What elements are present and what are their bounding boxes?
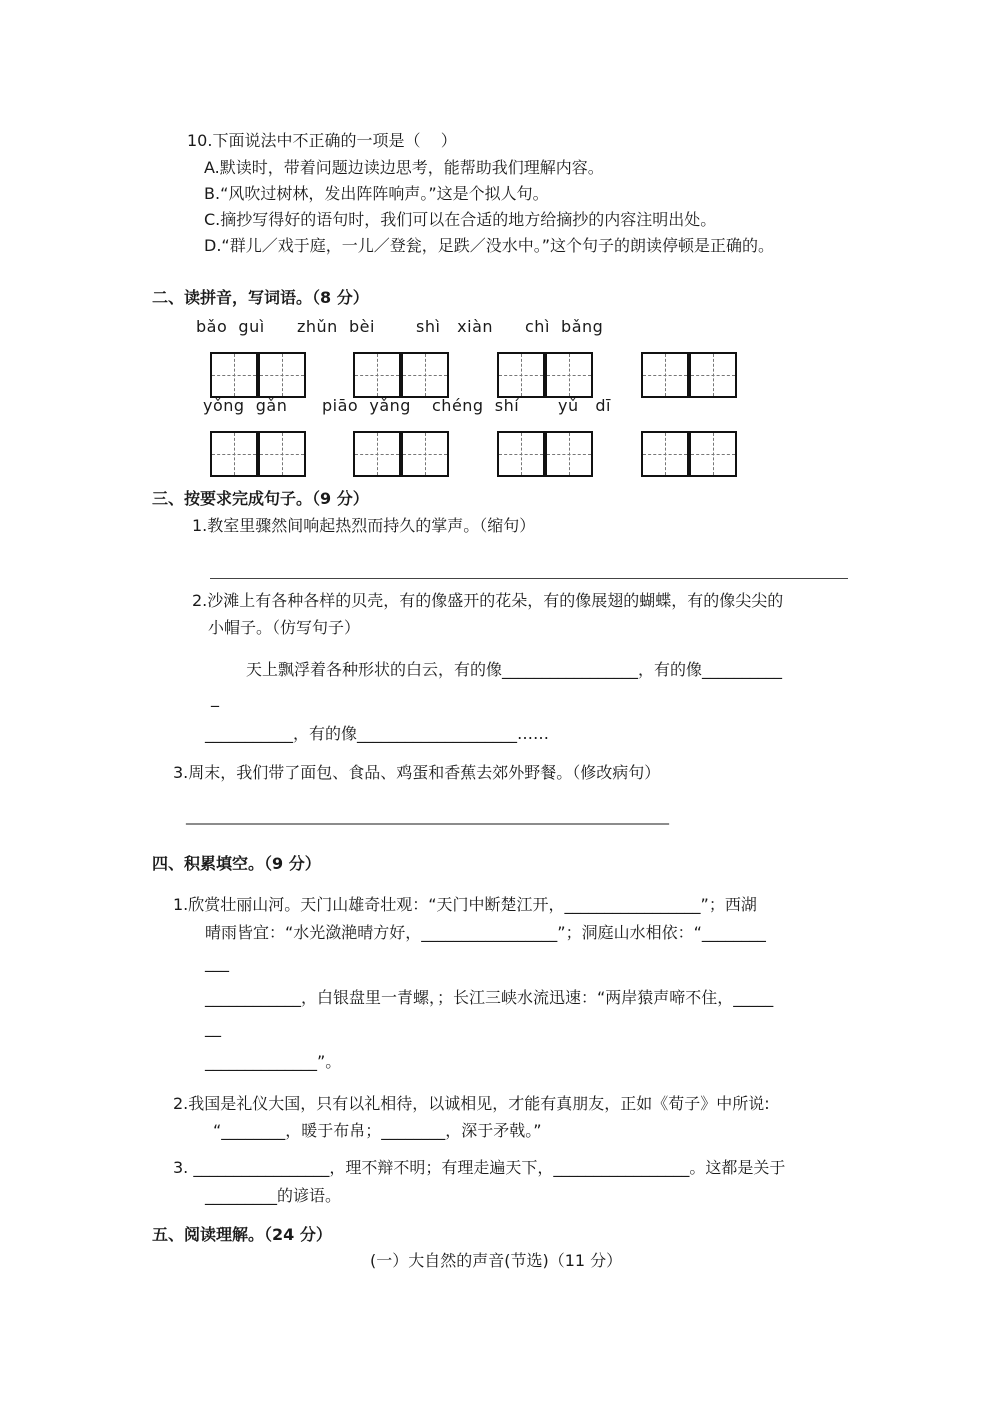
pinyin-6: piāo yǎng [322,396,411,415]
q10-option-c: C.摘抄写得好的语句时，我们可以在合适的地方给摘抄的内容注明出处。 [204,210,717,229]
s3-q1: 1.教室里骤然间响起热烈而持久的掌声。（缩句） [192,516,536,535]
writing-box[interactable] [497,431,545,477]
s4-q2-line1: 2.我国是礼仪大国，只有以礼相待，以诚相见，才能有真朋友，正如《荀子》中所说: [173,1094,770,1113]
pinyin-1: bǎo guì [196,317,265,336]
writing-box[interactable] [258,352,306,398]
reading-passage-title: (一）大自然的声音(节选)（11 分） [370,1251,623,1270]
writing-box[interactable] [545,352,593,398]
pinyin-3: shì xiàn [416,317,494,336]
s3-q2-line1: 2.沙滩上有各种各样的贝壳，有的像盛开的花朵，有的像展翅的蝴蝶，有的像尖尖的 [192,591,784,610]
writing-box[interactable] [210,352,258,398]
writing-box[interactable] [258,431,306,477]
section-2-title: 二、读拼音，写词语。（8 分） [152,288,369,307]
writing-box[interactable] [353,352,401,398]
section-3-title: 三、按要求完成句子。（9 分） [152,489,369,508]
s4-q2-line2: “________，暖于布帛；________，深于矛戟。” [213,1121,542,1140]
section-4-title: 四、积累填空。（9 分） [152,854,321,873]
writing-box[interactable] [210,431,258,477]
pinyin-2: zhǔn bèi [297,317,375,336]
writing-box[interactable] [641,352,689,398]
answer-line: _____________________________________________________________________ [186,809,669,825]
q10-stem: 10.下面说法中不正确的一项是（ ） [187,131,457,150]
s3-q2-line2: 小帽子。（仿写句子） [208,618,361,637]
pinyin-8: yǔ dī [558,396,611,415]
s4-q1-line1: 1.欣赏壮丽山河。天门山雄奇壮观：“天门中断楚江开，_________________”；西湖 [173,895,757,914]
writing-box[interactable] [497,352,545,398]
s4-q1-line6: ______________”。 [205,1052,342,1071]
writing-box[interactable] [689,352,737,398]
s4-q1-line5: __ [205,1018,221,1037]
s4-q1-line2: 晴雨皆宜：“水光潋滟晴方好，_________________”；洞庭山水相依：“________ [205,923,766,942]
s3-q2-fill1: 天上飘浮着各种形状的白云，有的像_________________，有的像__________ [246,660,783,679]
writing-box[interactable] [689,431,737,477]
q10-option-a: A.默读时，带着问题边读边思考，能帮助我们理解内容。 [204,158,604,177]
writing-box[interactable] [353,431,401,477]
s4-q1-line3: ___ [205,953,229,972]
s4-q3-line2: _________的谚语。 [205,1186,342,1205]
pinyin-4: chì bǎng [525,317,604,336]
writing-box[interactable] [641,431,689,477]
section-5-title: 五、阅读理解。（24 分） [152,1225,332,1244]
s3-q2-fill1b: _ [211,688,219,707]
writing-box[interactable] [545,431,593,477]
writing-box[interactable] [401,352,449,398]
q10-option-d: D.“群儿／戏于庭，一儿／登瓮，足跌／没水中。”这个句子的朗读停顿是正确的。 [204,236,774,255]
s4-q3-line1: 3. _________________，理不辩不明；有理走遍天下，_________________。这都是关于 [173,1158,786,1177]
s4-q1-line4: ____________，白银盘里一青螺，；长江三峡水流迅速：“两岸猿声啼不住，_____ [205,988,774,1007]
q10-option-b: B.“风吹过树林，发出阵阵响声。”这是个拟人句。 [204,184,549,203]
s3-q3: 3.周末，我们带了面包、食品、鸡蛋和香蕉去郊外野餐。（修改病句） [173,763,661,782]
pinyin-7: chéng shí [432,396,520,415]
s3-q2-fill2: ___________，有的像____________________…… [205,724,550,743]
pinyin-5: yǒng gǎn [203,396,288,415]
writing-box[interactable] [401,431,449,477]
answer-line[interactable] [210,578,848,579]
